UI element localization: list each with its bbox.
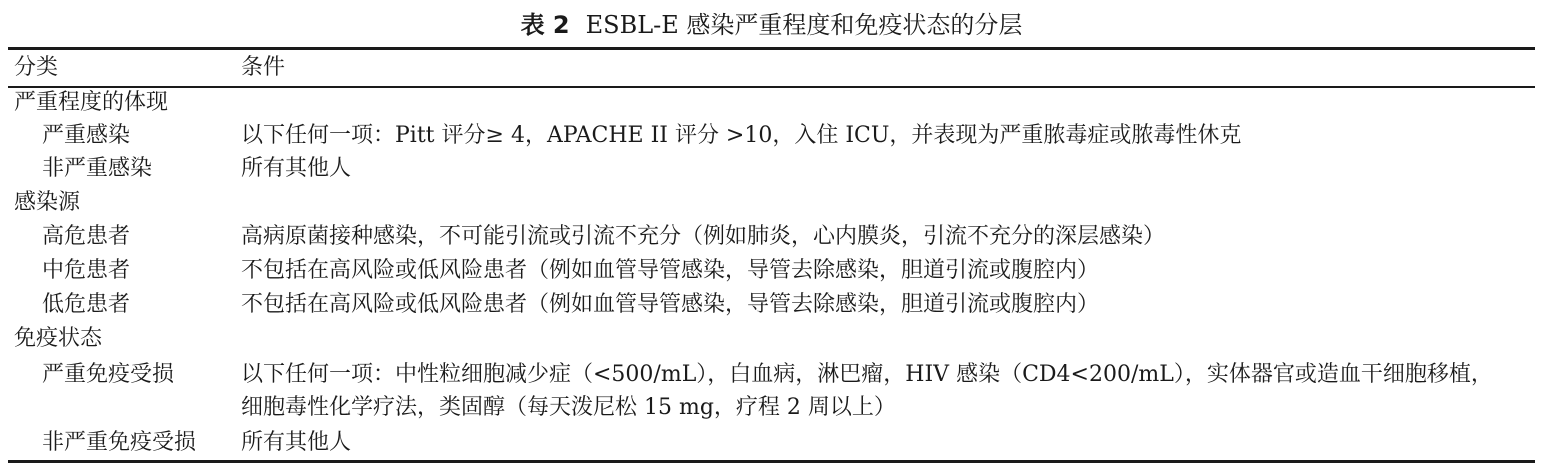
header-category: 分类 — [14, 55, 59, 80]
row-category: 免疫状态 — [14, 326, 103, 351]
row-condition — [241, 358, 1493, 424]
row-condition-line-2: 细胞毒性化学疗法，类固醇（每天泼尼松 15 mg，疗程 2 周以上） — [241, 395, 896, 420]
table-row-section-immune — [8, 322, 1535, 355]
table-title: ESBL-E 感染严重程度和免疫状态的分层 — [585, 11, 1023, 39]
table-row-severe-immunocompromised — [8, 358, 1535, 424]
row-condition: 以下任何一项：Pitt 评分≥ 4，APACHE II 评分 >10，入住 ICU，并表现为严重脓毒症或脓毒性休克 — [241, 123, 1242, 148]
row-category: 严重程度的体现 — [14, 90, 169, 115]
row-condition: 所有其他人 — [241, 430, 352, 455]
table-row-medium-risk — [8, 254, 1535, 287]
table-row-low-risk — [8, 288, 1535, 321]
row-condition: 高病原菌接种感染，不可能引流或引流不充分（例如肺炎，心内膜炎，引流不充分的深层感染） — [241, 224, 1166, 249]
table-row-severe-infection — [8, 119, 1535, 152]
row-condition-line-1: 以下任何一项：中性粒细胞减少症（<500/mL），白血病，淋巴瘤，HIV 感染（CD4<200/mL），实体器官或造血干细胞移植， — [241, 362, 1493, 387]
table-bottom-rule — [8, 460, 1535, 463]
row-category: 非严重免疫受损 — [42, 430, 197, 455]
row-condition: 所有其他人 — [241, 156, 352, 181]
table-row-section-source — [8, 186, 1535, 219]
row-category: 低危患者 — [42, 292, 131, 317]
table-row-section-severity — [8, 86, 1535, 119]
table-caption — [8, 8, 1535, 42]
table-row-high-risk — [8, 220, 1535, 253]
table-top-rule — [8, 47, 1535, 50]
table-row-non-severe-immunocompromised — [8, 426, 1535, 459]
row-category: 严重免疫受损 — [42, 362, 175, 387]
table-number: 表 2 — [520, 11, 570, 39]
row-category: 感染源 — [14, 190, 81, 215]
row-condition: 不包括在高风险或低风险患者（例如血管导管感染，导管去除感染，胆道引流或腹腔内） — [241, 292, 1100, 317]
row-category: 高危患者 — [42, 224, 131, 249]
table-header-row — [8, 51, 1535, 84]
row-category: 中危患者 — [42, 258, 131, 283]
row-category: 严重感染 — [42, 123, 131, 148]
row-condition: 不包括在高风险或低风险患者（例如血管导管感染，导管去除感染，胆道引流或腹腔内） — [241, 258, 1100, 283]
row-category: 非严重感染 — [42, 156, 153, 181]
table-row-non-severe-infection — [8, 152, 1535, 185]
header-condition: 条件 — [241, 55, 286, 80]
